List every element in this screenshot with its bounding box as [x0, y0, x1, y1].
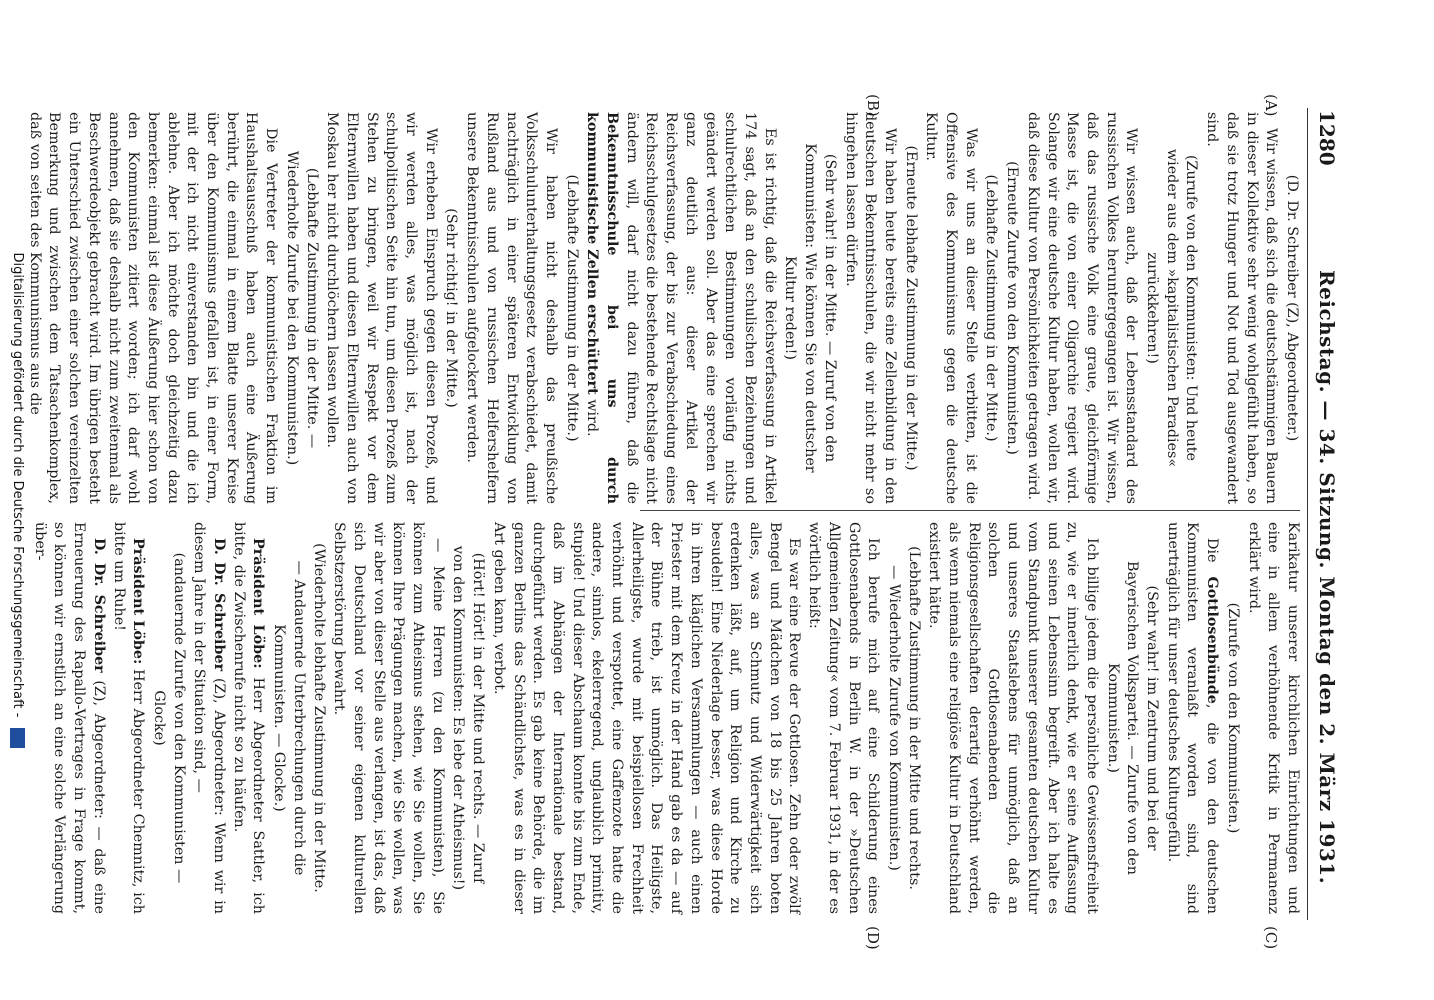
speaker-name: D. Dr. Schreiber [211, 538, 228, 672]
speaker-name: D. Dr. Schreiber [90, 538, 107, 673]
paragraph [108, 522, 147, 914]
interjection: (Erneute Zurufe von den Kommunisten.) [1004, 161, 1021, 455]
interjection: (Lebhafte Zustimmung in der Mitte.) [983, 174, 1000, 442]
emphasis: Bekenntnisschule bei uns durch kommunistische Zellen erschüttert [584, 112, 621, 504]
paragraph [1162, 522, 1221, 914]
running-title: Reichstag. — 34. Sitzung. Montag den 2. März 1931. [1315, 270, 1339, 885]
paragraph-text: Herr Abgeordneter Sattler, ich bitte, die Zwischenrufe nicht so zu häufen. [230, 522, 267, 914]
paragraph: Was wir uns an dieser Stelle verbitten, ist die Offensive des Kommunismus gegen die deutsche Kultur. [923, 112, 979, 504]
interjection: (Wiederholte lebhafte Zustimmung in der Mitte. — Andauernde Unterbrechungen durch die Kommunisten. — Glocke.) [271, 543, 327, 893]
paragraph-text: , die von den deutschen Kommunisten veranlaßt worden sind, sind unerträglich für unser deutsches Kulturgefühl. [1164, 522, 1221, 914]
interjection: (Erneute lebhafte Zustimmung in der Mitte.) [902, 145, 919, 471]
speaker-name: Präsident Löbe: [250, 538, 267, 669]
margin-letter-d: (D) [864, 926, 882, 950]
paragraph-lead: Die [1204, 538, 1221, 563]
dfg-logo-icon [10, 728, 25, 748]
column-divider [640, 510, 1300, 511]
interjection: (Lebhafte Zustimmung in der Mitte. — Wiederholte Zurufe bei den Kommunisten.) [283, 150, 320, 466]
header-rule [1307, 108, 1308, 920]
speaker-line: (D. Dr. Schreiber (Z), Abgeordneter.) [1284, 174, 1300, 442]
paragraph-text: Herr Abgeordneter Chemnitz, ich bitte um Ruhe! [110, 522, 147, 914]
margin-letter-c: (C) [1262, 926, 1280, 950]
paragraph-text: (Z), Abgeordneter: Wenn wir in diesem Jahre in der Situation sind, — [191, 522, 228, 914]
paragraph: — Meine Herren (zu den Kommunisten), Sie können zum Atheismus stehen, wie Sie wollen, Sie können Ihre Prägungen machen, wie Sie wollen, was wir aber von dieser Stelle aus verlangen, ist das, daß sich Deutschland vor seiner eigenen kulturellen Selbstzerstörung bewahrt. [331, 522, 446, 914]
paragraph: Wir haben heute bereits eine Zellenbildung in den deutschen Bekenntnisschulen, die wir nicht mehr so hingehen lassen dürfen. [842, 112, 898, 504]
interjection: (andauernde Zurufe von den Kommunisten — Glocke) [150, 552, 187, 884]
right-column [29, 522, 1302, 914]
digitization-text: Digitalisierung gefördert durch die Deutsche Forschungsgemeinschaft - [10, 252, 25, 718]
paragraph: Ich billige jedem die persönliche Gewissensfreiheit zu, wie er innerlich denkt, wie er seine Auffassung und seinen Lebenssinn begreift. Aber ich halte es vom Standpunkt unserer gesamten deutschen Kultur und unseres Staatslebens für unmöglich, daß an solchen Gottlosenabenden die Religionsgesellschaften derartig verhöhnt werden, als wenn niemals eine religiöse Kultur in Deutschland existiert hätte. [926, 522, 1100, 914]
interjection: (Zurufe von den Kommunisten.) [1224, 602, 1241, 834]
interjection: (Sehr richtig! in der Mitte.) [443, 208, 460, 408]
paragraph: Wir erheben Einspruch gegen diesen Prozeß, und wir werden alles, was möglich ist, nach der schulpolitischen Seite hin tun, um diesen Prozeß zum Stehen zu bringen, weil wir Respekt vor dem Elternwillen haben und diesen Elternwillen auch von Moskau her nicht durchlöchern lassen wollen. [324, 112, 439, 504]
paragraph [29, 522, 108, 914]
quotation: Es war eine Revue der Gottlosen. Zehn oder zwölf Bengel und Mädchen von 18 bis 25 Jahren boten alles, was an Schmutz und Widerwärtigkeit sich erdenken läßt, auf, um Religion und Kirche zu besudeln! Eine Niederlage besser, was diese Horde in ihren kläglichen Versammlungen — auch einen Priester mit dem Kreuz in der Hand gab es da — auf der Bühne trieb, ist unmöglich. Das Heiligste, Allerheiligste, wurde mit beispiellosen Frechheit verhöhnt und verspottet, eine Gaffenzote hatte die andere, sinnlos, ekelerregend, unglaublich primitiv, stupide! Und dieser Abschaum konnte bis zum Ende, daß im Abhängen der Internationale bestand, durchgeführt werden. Es gab keine Behörde, die im ganzen Berlins das Schändlichste, was es in dieser Art geben kann, verbot. [490, 522, 803, 914]
margin-letter-b: (B) [864, 94, 882, 117]
paragraph: Wir haben nicht deshalb das preußische Volksschulunterhaltungsgesetz verabschiedet, damit nachträglich in einer späteren Entwicklung von Rußland aus und von russischen Helfershelfern unsere Bekenntnisschulen aufgelockert werden. [464, 112, 559, 504]
paragraph-text: Es ist richtig, daß die Reichsverfassung in Artikel 174 sagt, daß an den schulischen Beziehungen und schulrechtlichen Bestimmungen vorläufig nichts geändert werden soll. Aber das eine sprechen wir ganz deutlich aus: dieser Artikel der Reichsverfassung, der bis zur Verabschiedung eines Reichsschulgesetzes die bestehende Rechtslage nicht ändern will, darf nicht dazu führen, daß die [623, 112, 778, 504]
paragraph: Die Vertreter der kommunistischen Fraktion im Haushaltsausschuß haben auch eine Äußerung berührt, die einmal in einem Blatte unserer Kreise über den Kommunismus gefallen ist, in einer Form, mit der ich nicht einverstanden bin und die ich ablehne. Aber ich möchte doch gleichzeitig dazu bemerken: einmal ist diese Äußerung hier schon von den Kommunisten zitiert worden; ich darf wohl annehmen, daß sie deshalb nicht zum zweitenmal als Beschwerdeobjekt gebracht wird. Im übrigen besteht ein Unterschied zwischen einer solchen vereinzelten Bemerkung und zwischen dem Tatsachenkomplex, daß von seiten des Kommunismus aus die [26, 112, 280, 504]
speaker-name: Präsident Löbe: [130, 538, 147, 665]
paragraph: Wir wissen, daß sich die deutschstämmigen Bauern in dieser Kollektive sehr wenig wohlgefühlt haben, so daß sie trotz Hunger und Not und Tod ausgewandert sind. [1204, 112, 1280, 504]
interjection: (Sehr wahr! im Zentrum und bei der Bayerischen Volkspartei. — Zurufe von den Kommunisten.) [1104, 561, 1161, 875]
paragraph-text-end: wird. [584, 399, 601, 437]
paragraph [228, 522, 267, 914]
emphasis: Gottlosenbünde [1204, 576, 1221, 704]
interjection: (Hört! Hört! in der Mitte und rechts. — Zuruf von den Kommunisten: Es lebe der Atheismus!) [450, 545, 487, 891]
paragraph: Wir wissen auch, daß der Lebensstandard des russischen Volkes heruntergegangen ist. Wir wissen, daß das russische Volk eine graue, gleichförmige Masse ist, die von einer Oligarchie regiert wird. Solange wir eine deutsche Kultur haben, wollen wir, daß diese Kultur von Persönlichkeiten getragen wird. [1024, 112, 1140, 504]
page-number: 1280 [1315, 110, 1339, 166]
paragraph: Ich berufe mich auf eine Schilderung eines Gottlosenabends in Berlin W. in der »Deutschen Allgemeinen Zeitung« vom 7. Februar 1931, in der es wörtlich heißt: [806, 522, 882, 914]
margin-letter-a: (A) [1262, 94, 1280, 117]
paragraph: Karikatur unserer kirchlichen Einrichtungen und eine in allem verhöhnende Kritik in Permanenz erklärt wird. [1245, 522, 1301, 914]
interjection: (Zurufe von den Kommunisten: Und heute wieder aus dem »kapitalistischen Paradies« zurückkehren!) [1144, 148, 1200, 468]
paragraph [582, 112, 779, 504]
left-column [24, 112, 1302, 504]
paragraph [189, 522, 228, 914]
interjection: (Sehr wahr! in der Mitte. — Zuruf von den Kommunisten: Wie können Sie von deutscher Kultur reden!) [782, 143, 838, 473]
interjection: (Lebhafte Zustimmung in der Mitte und rechts. — Wiederholte Zurufe von Kommunisten.) [885, 546, 922, 890]
interjection: (Lebhafte Zustimmung in der Mitte.) [563, 174, 580, 442]
digitization-note [6, 0, 28, 1000]
running-head [1312, 110, 1342, 920]
paragraph-text: (Z), Abgeordneter: — daß eine Erneuerung des Rapallo-Vertrages in Frage kommt, so können wir ernstlich an eine solche Verlängerung über- [31, 522, 107, 914]
